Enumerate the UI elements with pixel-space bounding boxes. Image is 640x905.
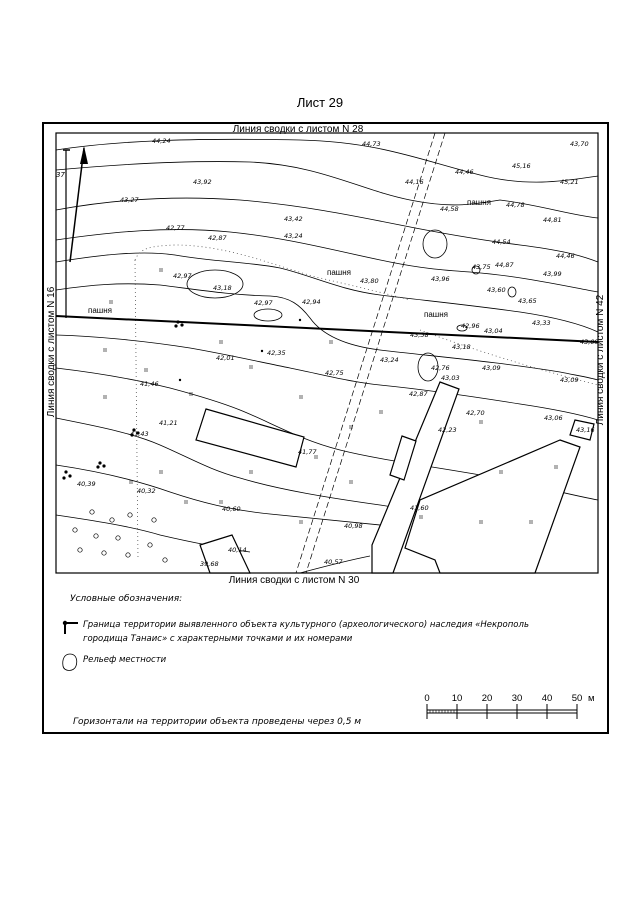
- dotted-line: [135, 260, 138, 560]
- elevation-label: 42,97: [254, 299, 273, 307]
- elevation-label: 43,09: [560, 376, 579, 384]
- elevation-label: 41,77: [298, 448, 317, 456]
- elevation-label: 43,16: [576, 426, 595, 434]
- elevation-label: 42,75: [325, 369, 344, 377]
- point-number: 37: [56, 171, 65, 179]
- elevation-label: 40,32: [137, 487, 156, 495]
- elevation-label: 42,94: [302, 298, 321, 306]
- elevation-label: 43,75: [472, 263, 491, 271]
- elevation-label: 43,92: [193, 178, 212, 186]
- elevation-label: 43,96: [431, 275, 450, 283]
- elevation-label: 42,97: [173, 272, 192, 280]
- contour-closed: [508, 287, 516, 297]
- legend-relief-text: Рельеф местности: [83, 655, 167, 665]
- elevation-label: 43,24: [380, 356, 399, 364]
- contour-closed: [254, 309, 282, 321]
- relief-legend-icon: [63, 654, 77, 671]
- elevation-label: 42,35: [267, 349, 286, 357]
- elevation-label: 43,33: [532, 319, 551, 327]
- building: [196, 409, 304, 467]
- buildings: [196, 382, 594, 573]
- elevation-label: 45,16: [512, 162, 531, 170]
- contour-line: [56, 465, 390, 526]
- scale-tick-label: 50: [571, 693, 583, 704]
- elevation-label: 42,87: [409, 390, 428, 398]
- elevation-label: 44,58: [440, 205, 459, 213]
- elevation-label: 42,01: [216, 354, 235, 362]
- contour-line: [56, 284, 598, 380]
- border-label-top: Линия сводки с листом N 28: [232, 124, 364, 135]
- contour-line: [56, 139, 598, 182]
- elevation-label: 41,46: [140, 380, 159, 388]
- circle-symbols: [73, 510, 167, 562]
- elevation-label: 40,39: [77, 480, 96, 488]
- scale-tick-label: 40: [541, 693, 553, 704]
- elevation-label: 44,78: [506, 201, 525, 209]
- border-label-right: Линия сводки с листом N 42: [595, 294, 606, 426]
- elevation-label: 41,21: [159, 419, 178, 427]
- contour-line: [56, 162, 598, 218]
- elevation-label: 44,16: [405, 178, 424, 186]
- elevation-label: 39,68: [200, 560, 219, 568]
- elevation-label: 42,77: [166, 224, 185, 232]
- elevation-label: 43,60: [487, 286, 506, 294]
- legend-boundary-text-cont: городища Танаис» с характерными точками и их номерами: [83, 634, 353, 644]
- elevation-label: 43,04: [484, 327, 503, 335]
- elevation-label: 43,27: [120, 196, 139, 204]
- contour-line: [56, 335, 598, 420]
- elevation-label: 43,65: [518, 297, 537, 305]
- scale-unit: м: [588, 693, 595, 704]
- elevation-label: 43,18: [213, 284, 232, 292]
- elevation-label: 44,24: [152, 137, 171, 145]
- elevation-label: 43,99: [543, 270, 562, 278]
- elevation-label: 42,96: [461, 322, 480, 330]
- elevation-label: 43,80: [360, 277, 379, 285]
- elevation-label: 41,60: [410, 504, 429, 512]
- legend-boundary-text: Граница территории выявленного объекта культурного (археологического) наследия «Некрополь: [83, 620, 529, 630]
- elevation-label: 43,09: [482, 364, 501, 372]
- elevation-label: 42,70: [466, 409, 485, 417]
- elevation-label: 43,38: [410, 331, 429, 339]
- contour-note: Горизонтали на территории объекта проведены через 0,5 м: [73, 717, 362, 727]
- elevation-label: 42,23: [438, 426, 457, 434]
- elevation-label: 44,81: [543, 216, 562, 224]
- elevation-label: 43,06: [544, 414, 563, 422]
- scale-tick-label: 30: [511, 693, 523, 704]
- elevation-label: 41,43: [130, 430, 149, 438]
- boundary-legend-icon: [63, 621, 78, 634]
- elevation-label: 42,87: [208, 234, 227, 242]
- scale-bar: [424, 693, 594, 719]
- elevation-label: 43,24: [284, 232, 303, 240]
- border-label-bottom: Линия сводки с листом N 30: [228, 575, 360, 586]
- elevation-label: 45,21: [560, 178, 579, 186]
- elevation-label: 40,60: [222, 505, 241, 513]
- elevation-label: 43,70: [570, 140, 589, 148]
- elevation-label: 43,42: [284, 215, 303, 223]
- scale-tick-label: 20: [481, 693, 493, 704]
- elevation-label: 44,46: [556, 252, 575, 260]
- legend-title: Условные обозначения:: [70, 594, 183, 604]
- elevation-label: 43,09: [580, 338, 599, 346]
- elevation-label: 43,18: [452, 343, 471, 351]
- elevation-label: 43,03: [441, 374, 460, 382]
- contour-closed: [423, 230, 447, 258]
- elevation-label: 44,87: [495, 261, 514, 269]
- sheet-title: Лист 29: [296, 95, 344, 110]
- elevation-label: 44,73: [362, 140, 381, 148]
- area-label: пашня: [424, 310, 448, 319]
- area-label: пашня: [88, 306, 112, 315]
- scale-tick-label: 0: [424, 693, 430, 704]
- elevation-label: 40,98: [344, 522, 363, 530]
- area-label: пашня: [467, 198, 491, 207]
- border-label-left: Линия сводки с листом N 16: [46, 286, 57, 418]
- elevation-label: 40,14: [228, 546, 247, 554]
- elevation-label: 44,54: [492, 238, 511, 246]
- scale-tick-label: 10: [451, 693, 463, 704]
- elevation-label: 42,76: [431, 364, 450, 372]
- elevation-label: 40,57: [324, 558, 343, 566]
- elevation-label: 44,46: [455, 168, 474, 176]
- area-label: пашня: [327, 268, 351, 277]
- north-arrow-icon: [63, 146, 88, 318]
- heritage-boundary-line: [56, 316, 598, 342]
